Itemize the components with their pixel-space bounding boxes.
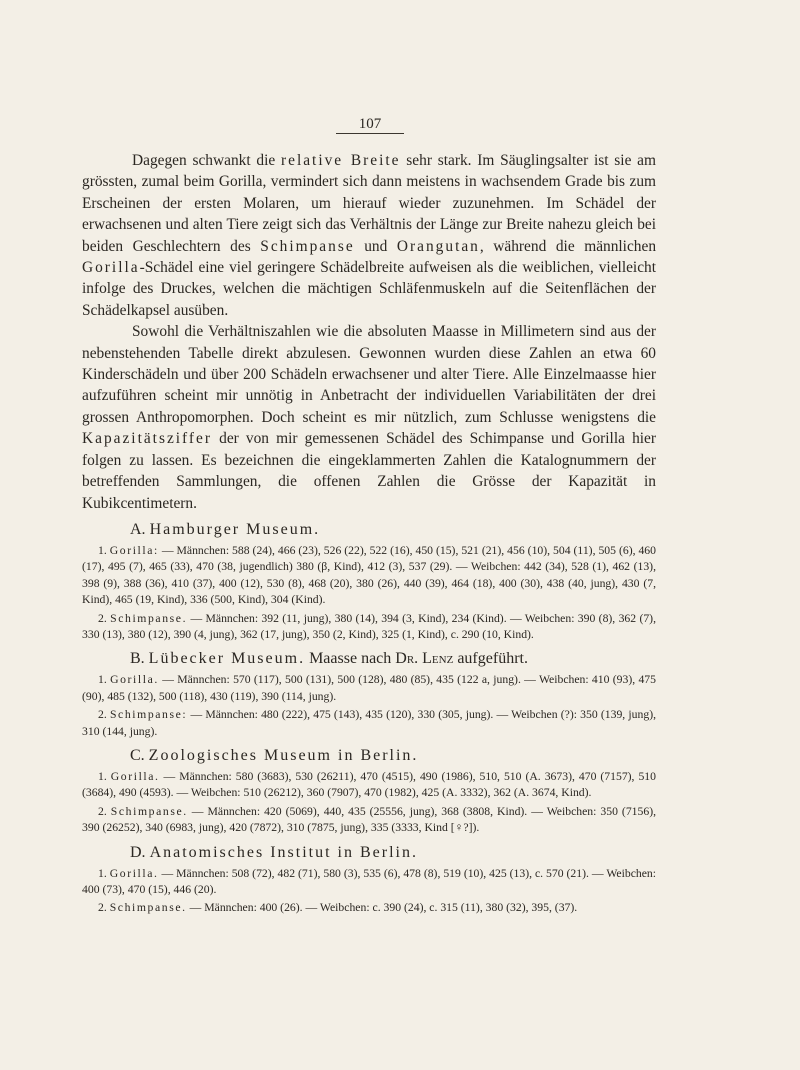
capacity-entry: [82, 543, 656, 609]
text-run: Maasse nach: [305, 650, 396, 668]
spaced-emphasis-text: Gorilla.: [110, 673, 159, 687]
text-run: der von mir gemessenen Schädel des Schimpanse und Gorilla hier folgen zu lassen. Es bezeichnen die eingeklammerten Zahlen die Katalognummern der betreffenden Sammlungen, die offenen Zahlen die Grösse der Kapazität in Kubikcentimetern.: [82, 430, 656, 512]
text-run: B.: [130, 650, 149, 668]
spaced-emphasis-text: Schimpanse: [260, 237, 355, 255]
section-heading: [82, 648, 656, 670]
text-run: — Männchen: 570 (117), 500 (131), 500 (128), 480 (85), 435 (122 a, jung). — Weibchen: 410 (93), 475 (90), 485 (132), 500 (118), 430 (119), 390 (114, jung).: [82, 673, 656, 703]
text-run: 2.: [98, 611, 111, 625]
section-heading: [82, 519, 656, 541]
spaced-emphasis-text: Schimpanse.: [109, 901, 187, 915]
smallcaps-text: Dr. Lenz: [395, 650, 454, 668]
text-run: — Männchen: 392 (11, jung), 380 (14), 394 (3, Kind), 234 (Kind). — Weibchen: 390 (8), 362 (7), 330 (13), 380 (12), 390 (4, jung), 362 (17, jung), 350 (2, Kind), 325 (1, Kind), c. 290 (10, Kind).: [82, 611, 656, 641]
text-run: 1.: [98, 769, 111, 783]
page-number-rule: [336, 133, 404, 134]
text-run: 2.: [98, 901, 110, 915]
spaced-emphasis-text: Kapazitätsziffer: [82, 430, 212, 448]
text-run: C.: [130, 746, 149, 764]
spaced-emphasis-text: Schimpanse.: [110, 804, 188, 818]
spaced-emphasis-text: Gorilla:: [109, 543, 159, 557]
section-heading: [82, 842, 656, 864]
spaced-emphasis-text: Zoologisches Museum in Berlin.: [148, 746, 419, 764]
spaced-emphasis-text: Schimpanse:: [109, 708, 188, 722]
text-run: A.: [130, 520, 150, 538]
text-run: D.: [130, 843, 150, 861]
text-body: [82, 150, 656, 917]
spaced-emphasis-text: Orangutan: [396, 237, 480, 255]
text-run: 2.: [98, 804, 111, 818]
text-run: — Männchen: 400 (26). — Weibchen: c. 390 (24), c. 315 (11), 380 (32), 395, (37).: [186, 901, 578, 915]
capacity-entry: [82, 804, 656, 837]
text-run: 2.: [98, 708, 110, 722]
spaced-emphasis-text: Gorilla.: [109, 866, 159, 880]
body-paragraph: [82, 321, 656, 514]
text-run: 1.: [98, 673, 111, 687]
page-number: 107: [358, 116, 382, 132]
text-run: Dagegen schwankt die: [132, 152, 281, 169]
capacity-entry: [82, 866, 656, 899]
spaced-emphasis-text: Lübecker Museum.: [148, 650, 306, 668]
text-run: aufgeführt.: [453, 650, 528, 668]
text-run: sehr stark. Im Säuglingsalter ist sie am grössten, zumal beim Gorilla, vermindert sich dann meistens in wachsendem Grade bis zum Erscheinen der ersten Molaren, um hierauf wieder zuzunehmen. Im Schädel der erwachsenen und alten Tiere zeigt sich das Verhältnis der Länge zur Breite nahezu gleich bei beiden Geschlechtern des: [82, 152, 656, 255]
capacity-entry: [82, 769, 656, 802]
text-run: — Männchen: 508 (72), 482 (71), 580 (3), 535 (6), 478 (8), 519 (10), 425 (13), c. 570 (21). — Weibchen: 400 (73), 470 (15), 446 (20).: [82, 866, 657, 896]
text-run: und: [354, 237, 397, 255]
capacity-entry: [82, 707, 656, 740]
capacity-entry: [82, 611, 656, 644]
capacity-entry: [82, 900, 656, 916]
spaced-emphasis-text: Hamburger Museum.: [149, 520, 321, 538]
text-run: — Männchen: 580 (3683), 530 (26211), 470 (4515), 490 (1986), 510, 510 (A. 3673), 470 (7157), 510 (3684), 490 (4593). — Weibchen: 510 (26212), 360 (7907), 470 (1982), 425 (A. 3332), 362 (A. 3674, Kind).: [82, 769, 656, 800]
text-run: , während die männlichen: [479, 237, 657, 255]
text-run: -Schädel eine viel geringere Schädelbreite aufweisen als die weiblichen, vielleicht infolge des Druckes, welchen die mächtigen Schläfenmuskeln auf die Seitenflächen der Schädelkapsel ausüben.: [82, 259, 656, 319]
text-run: — Männchen: 588 (24), 466 (23), 526 (22), 522 (16), 450 (15), 521 (21), 456 (10), 504 (11), 505 (6), 460 (17), 495 (7), 465 (33), 470 (38, jugendlich) 380 (β, Kind), 412 (3), 537 (29). — Weibchen: 442 (34), 528 (1), 462 (13), 398 (9), 388 (36), 410 (37), 400 (12), 530 (8), 468 (20), 380 (26), 440 (39), 464 (18), 400 (30), 438 (40, jung), 430 (7, Kind), 465 (19, Kind), 336 (500, Kind), 304 (Kind).: [82, 543, 656, 607]
section-heading: [82, 745, 656, 767]
spaced-emphasis-text: Schimpanse.: [110, 611, 188, 625]
text-run: — Männchen: 480 (222), 475 (143), 435 (120), 330 (305, jung). — Weibchen (?): 350 (139, jung), 310 (144, jung).: [82, 708, 657, 738]
spaced-emphasis-text: Gorilla: [82, 259, 140, 277]
text-run: 1.: [98, 866, 110, 880]
spaced-emphasis-text: Anatomisches Institut in Berlin.: [149, 843, 418, 861]
body-paragraph: [82, 150, 656, 321]
text-run: — Männchen: 420 (5069), 440, 435 (25556, jung), 368 (3808, Kind). — Weibchen: 350 (7156), 390 (26252), 340 (6983, jung), 420 (7872), 310 (7875, jung), 335 (3333, Kind [♀?]).: [82, 804, 657, 835]
spaced-emphasis-text: Gorilla.: [110, 769, 160, 783]
text-run: Sowohl die Verhältniszahlen wie die absoluten Maasse in Millimetern sind aus der nebenstehenden Tabelle direkt abzulesen. Gewonnen wurden diese Zahlen an etwa 60 Kinderschädeln und über 200 Schädeln erwachsener und alter Tiere. Alle Einzelmaasse hier aufzuführen scheint mir unnötig in Anbetracht der individuellen Variabilitäten der drei grossen Anthropomorphen. Doch scheint es mir nützlich, zum Schlusse wenigstens die: [82, 323, 656, 426]
capacity-entry: [82, 672, 656, 705]
text-run: 1.: [98, 543, 110, 557]
spaced-emphasis-text: relative Breite: [280, 152, 401, 169]
